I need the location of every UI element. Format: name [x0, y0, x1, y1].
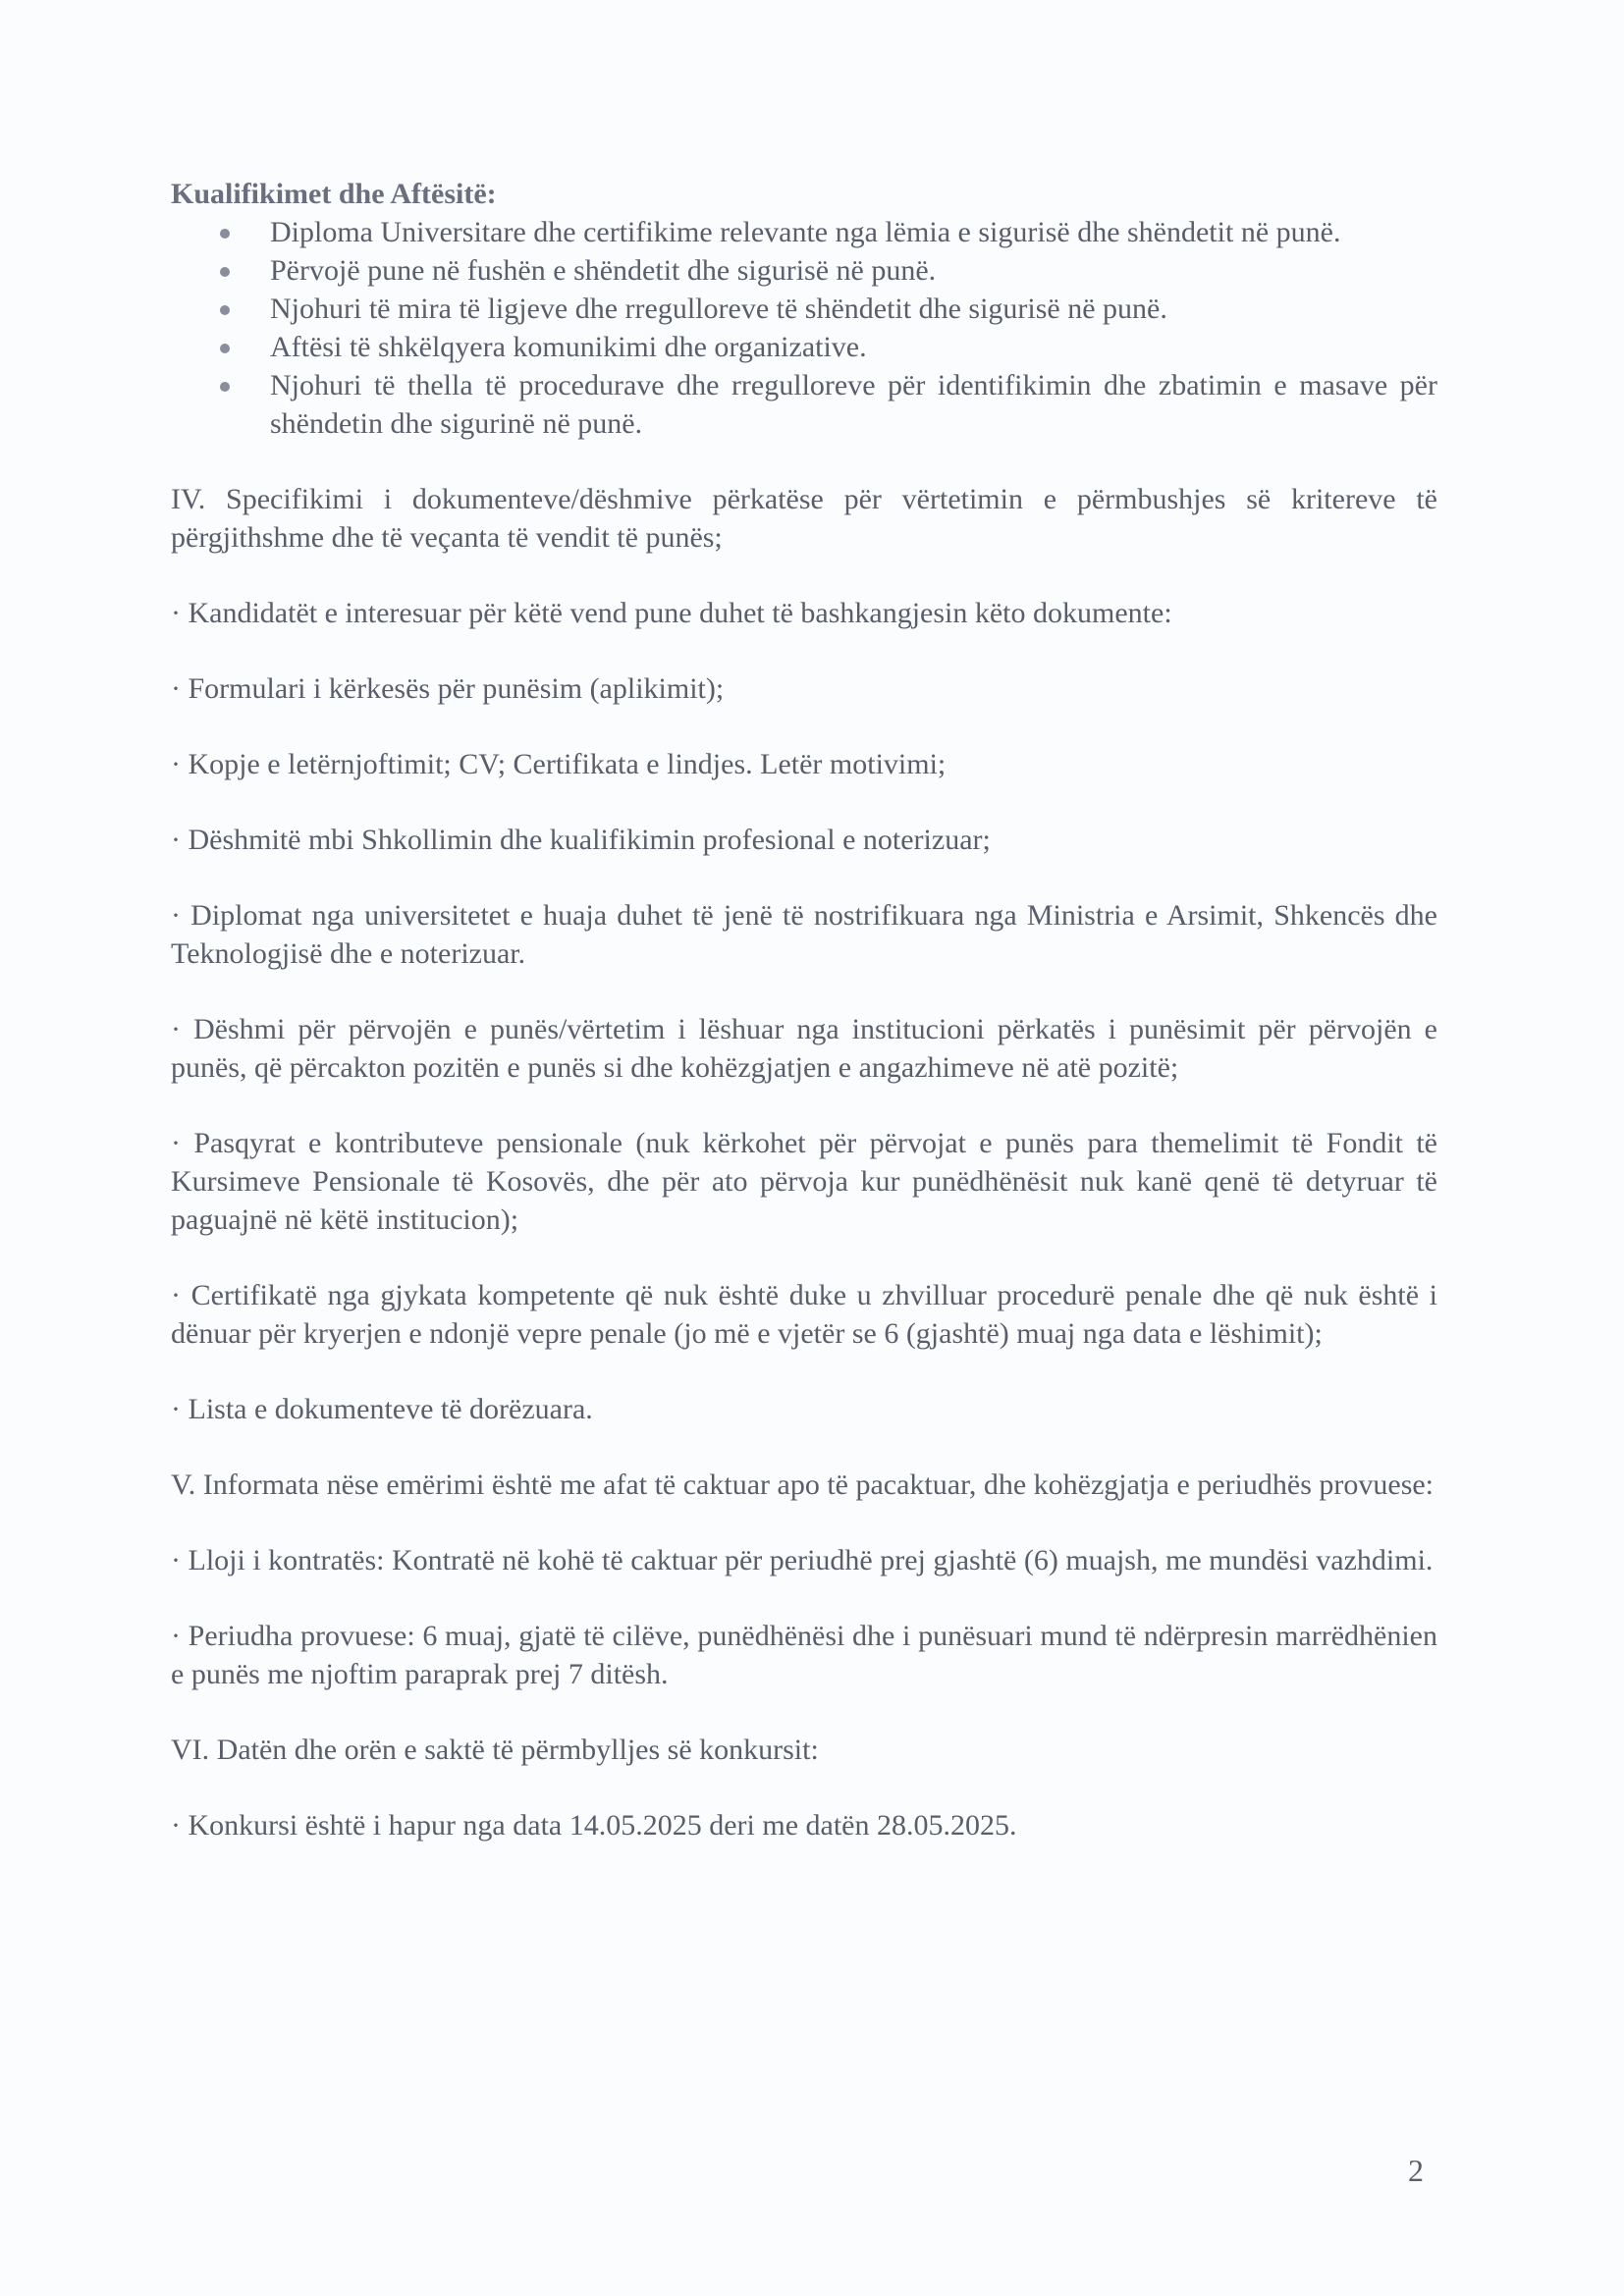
bullet-icon — [220, 382, 230, 392]
list-item-text: Njohuri të mira të ligjeve dhe rregulloreve të shëndetit dhe sigurisë në punë. — [270, 293, 1167, 325]
section-v-paragraph: · Periudha provuese: 6 muaj, gjatë të cilëve, punëdhënësi dhe i punësuari mund të ndërpresin marrëdhënien e punës me njoftim paraprak prej 7 ditësh. — [171, 1620, 1437, 1690]
list-item — [171, 328, 1437, 366]
list-item-text: Diploma Universitare dhe certifikime relevante nga lëmia e sigurisë dhe shëndetit në punë. — [270, 216, 1341, 248]
section-iv-paragraph: · Diplomat nga universitetet e huaja duhet të jenë të nostrifikuara nga Ministria e Arsimit, Shkencës dhe Teknologjisë dhe e noterizuar. — [171, 899, 1437, 970]
section-vi-title: VI. Datën dhe orën e saktë të përmbylljes së konkursit: — [171, 1734, 819, 1766]
section-iv-paragraph: · Formulari i kërkesës për punësim (aplikimit); — [171, 672, 725, 705]
page-content — [171, 175, 1437, 1844]
section-iv-paragraph: · Kopje e letërnjoftimit; CV; Certifikata e lindjes. Letër motivimi; — [171, 748, 947, 780]
section-iv-paragraph: · Dëshmitë mbi Shkollimin dhe kualifikimin profesional e noterizuar; — [171, 824, 991, 856]
list-item — [171, 366, 1437, 443]
section-iv-paragraph: · Kandidatët e interesuar për këtë vend pune duhet të bashkangjesin këto dokumente: — [171, 597, 1172, 629]
list-item-text: Përvojë pune në fushën e shëndetit dhe sigurisë në punë. — [270, 254, 937, 287]
page-number: 2 — [1408, 2153, 1424, 2188]
list-item-text: Aftësi të shkëlqyera komunikimi dhe organizative. — [270, 331, 867, 363]
section-iv-title: IV. Specifikimi i dokumenteve/dëshmive përkatëse për vërtetimin e përmbushjes së kritereve të përgjithshme dhe të veçanta të vendit të punës; — [171, 483, 1437, 554]
list-item — [171, 251, 1437, 290]
section-iv-paragraph: · Dëshmi për përvojën e punës/vërtetim i lëshuar nga institucioni përkatës i punësimit për përvojën e punës, që përcakton pozitën e punës si dhe kohëzgjatjen e angazhimeve në atë pozitë; — [171, 1013, 1437, 1084]
list-item-text: Njohuri të thella të procedurave dhe rregulloreve për identifikimin dhe zbatimin e masave për shëndetin dhe sigurinë në punë. — [270, 369, 1437, 440]
bullet-icon — [220, 267, 230, 277]
bullet-icon — [220, 344, 230, 353]
section-iv-paragraph: · Lista e dokumenteve të dorëzuara. — [171, 1393, 593, 1425]
section-iv-paragraph: · Certifikatë nga gjykata kompetente që nuk është duke u zhvilluar procedurë penale dhe që nuk është i dënuar për kryerjen e ndonjë vepre penale (jo më e vjetër se 6 (gjashtë) muaj nga data e lëshimit); — [171, 1279, 1437, 1350]
section-vi-paragraph: · Konkursi është i hapur nga data 14.05.2025 deri me datën 28.05.2025. — [171, 1809, 1017, 1842]
section-v-title: V. Informata nëse emërimi është me afat të caktuar apo të pacaktuar, dhe kohëzgjatja e periudhës provuese: — [171, 1468, 1435, 1501]
bullet-icon — [220, 229, 230, 239]
qualifications-heading: Kualifikimet dhe Aftësitë: — [171, 178, 497, 210]
list-item — [171, 213, 1437, 251]
list-item — [171, 290, 1437, 328]
bullet-icon — [220, 305, 230, 315]
section-v-paragraph: · Lloji i kontratës: Kontratë në kohë të caktuar për periudhë prej gjashtë (6) muajsh, me mundësi vazhdimi. — [171, 1544, 1434, 1576]
section-iv-paragraph: · Pasqyrat e kontributeve pensionale (nuk kërkohet për përvojat e punës para themelimit të Fondit të Kursimeve Pensionale të Kosovës, dhe për ato përvoja kur punëdhënësit nuk kanë qenë të detyruar të paguajnë në këtë institucion); — [171, 1127, 1437, 1236]
qualifications-list — [171, 213, 1437, 443]
